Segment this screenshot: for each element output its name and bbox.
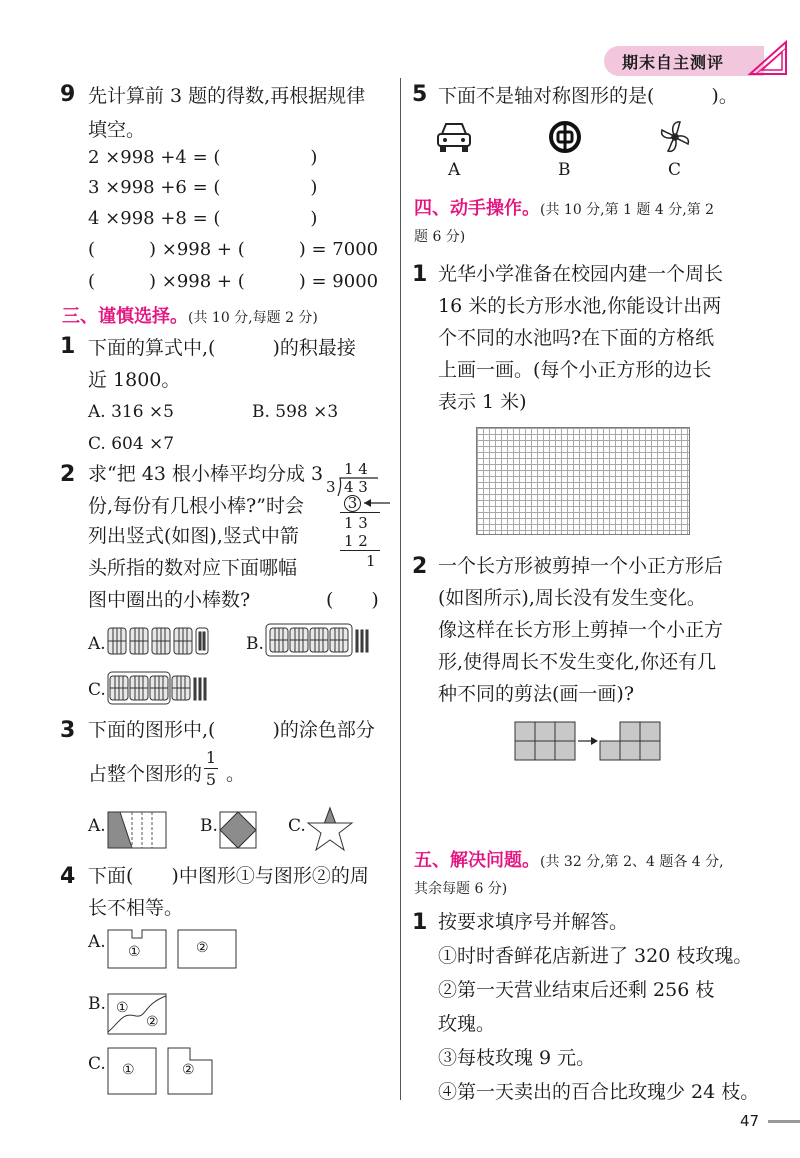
c5-label-c: C xyxy=(668,160,682,180)
h1-line3: 个不同的水池吗?在下面的方格纸 xyxy=(438,327,715,349)
c4-b-shape-2: ② xyxy=(146,1014,159,1030)
section-5-note-2: 其余每题 6 分) xyxy=(414,881,508,897)
section-5-heading xyxy=(414,846,724,872)
c5-number: 5 xyxy=(412,82,428,107)
section-4-note-1: (共 10 分,第 1 题 4 分,第 2 xyxy=(540,202,715,218)
division-line-2 xyxy=(340,550,380,551)
c1-number: 1 xyxy=(60,334,76,359)
section-5-note-1: (共 32 分,第 2、4 题各 4 分, xyxy=(540,854,724,870)
c3-line2: 占整个图形的 xyxy=(88,763,203,785)
division-line-1 xyxy=(340,512,380,513)
q9-line1: 先计算前 3 题的得数,再根据规律 xyxy=(88,85,366,107)
h2-line1: 一个长方形被剪掉一个小正方形后 xyxy=(438,555,724,577)
c4-a-shape-1: ① xyxy=(128,944,141,960)
c2-line4: 头所指的数对应下面哪幅 xyxy=(88,557,298,579)
s1-item-2: ②第一天营业结束后还剩 256 枝 xyxy=(438,979,715,1001)
q9-number: 9 xyxy=(60,82,76,107)
car-icon xyxy=(436,120,472,154)
h2-line2: (如图所示),周长没有发生变化。 xyxy=(438,587,706,609)
c1-option-c: C. 604 ×7 xyxy=(88,434,175,454)
q9-row-3: 4 ×998 +8 = ( ) xyxy=(88,208,318,229)
division-row-2: 1 3 xyxy=(344,514,368,532)
h1-number: 1 xyxy=(412,262,428,287)
c2-option-a-label: A. xyxy=(88,634,106,654)
h1-line1: 光华小学准备在校园内建一个周长 xyxy=(438,263,724,285)
s1-item-4: ④第一天卖出的百合比玫瑰少 24 枝。 xyxy=(438,1081,760,1103)
c4-b-shape-1: ① xyxy=(116,1000,129,1016)
c4-option-a-shapes xyxy=(106,928,240,970)
division-divisor: 3 xyxy=(326,478,336,496)
section-4-heading xyxy=(414,194,714,220)
q9-row-5: ( ) ×998 + ( ) = 9000 xyxy=(88,271,379,292)
c4-c-shape-1: ① xyxy=(122,1062,135,1078)
c5-line1: 下面不是轴对称图形的是( )。 xyxy=(438,85,738,107)
arrow-left-icon xyxy=(362,496,392,510)
c2-option-c-sticks xyxy=(106,670,216,708)
column-divider xyxy=(400,78,401,1100)
c4-option-b-label: B. xyxy=(88,994,106,1014)
h2-line3: 像这样在长方形上剪掉一个小正方 xyxy=(438,619,724,641)
c3-line1: 下面的图形中,( )的涂色部分 xyxy=(88,719,375,741)
s1-item-3: ③每枝玫瑰 9 元。 xyxy=(438,1047,596,1069)
c1-line2: 近 1800。 xyxy=(88,369,181,391)
page-number-rule xyxy=(768,1120,800,1123)
c3-line2-end: 。 xyxy=(226,763,246,785)
c2-number: 2 xyxy=(60,462,76,487)
division-quotient: 1 4 xyxy=(344,460,368,478)
fraction xyxy=(204,748,218,789)
bank-logo-icon xyxy=(548,120,582,154)
c4-line2: 长不相等。 xyxy=(88,897,184,919)
division-row-3: 1 2 xyxy=(344,532,368,550)
section-3-heading xyxy=(62,302,318,328)
c3-number: 3 xyxy=(60,718,76,743)
c2-option-b-sticks xyxy=(264,622,374,660)
section-5-title: 五、解决问题。 xyxy=(414,850,540,871)
graph-paper-grid[interactable] xyxy=(476,427,690,535)
h2-number: 2 xyxy=(412,554,428,579)
c2-line5: 图中圈出的小棒数? xyxy=(88,589,251,611)
section-4-title: 四、动手操作。 xyxy=(414,198,540,219)
fraction-numerator: 1 xyxy=(205,748,217,767)
c2-line3: 列出竖式(如图),竖式中箭 xyxy=(88,525,299,547)
ruler-triangle-icon xyxy=(748,40,788,76)
division-remainder: 1 xyxy=(366,552,376,570)
c5-label-b: B xyxy=(558,160,571,180)
c3-option-a-rectangle xyxy=(106,810,168,850)
c4-option-a-label: A. xyxy=(88,932,106,952)
section-3-title: 三、谨慎选择。 xyxy=(62,306,188,327)
c2-line2: 份,每份有几根小棒?”时会 xyxy=(88,495,304,517)
c2-line1: 求“把 43 根小棒平均分成 3 xyxy=(88,463,324,485)
c2-option-a-sticks xyxy=(106,624,216,658)
c2-option-c-label: C. xyxy=(88,680,106,700)
c1-option-b: B. 598 ×3 xyxy=(252,402,339,422)
q9-line2: 填空。 xyxy=(88,119,146,141)
s1-item-2-cont: 玫瑰。 xyxy=(438,1013,496,1035)
s1-number: 1 xyxy=(412,910,428,935)
c5-label-a: A xyxy=(448,160,461,180)
c3-option-c-star xyxy=(306,806,354,852)
pinwheel-flower-icon xyxy=(656,118,694,156)
c1-line1: 下面的算式中,( )的积最接 xyxy=(88,337,356,359)
q9-row-2: 3 ×998 +6 = ( ) xyxy=(88,177,318,198)
section-3-note: (共 10 分,每题 2 分) xyxy=(188,310,318,326)
c4-number: 4 xyxy=(60,864,76,889)
c3-option-b-square xyxy=(218,810,258,850)
header-title: 期末自主测评 xyxy=(622,53,725,72)
q9-row-1: 2 ×998 +4 = ( ) xyxy=(88,147,318,168)
h1-line4: 上画一画。(每个小正方形的边长 xyxy=(438,359,712,381)
division-circled-3: 3 xyxy=(344,495,361,512)
h1-line5: 表示 1 米) xyxy=(438,391,527,413)
c3-option-b-label: B. xyxy=(200,816,218,836)
c3-option-c-label: C. xyxy=(288,816,306,836)
cut-rectangle-diagram xyxy=(514,720,664,764)
c4-option-c-label: C. xyxy=(88,1054,106,1074)
c2-answer-paren: ( ) xyxy=(326,589,379,611)
division-dividend: 4 3 xyxy=(344,478,368,496)
page-number: 47 xyxy=(740,1112,760,1130)
c4-c-shape-2: ② xyxy=(182,1062,195,1078)
c3-option-a-label: A. xyxy=(88,816,106,836)
s1-line1: 按要求填序号并解答。 xyxy=(438,911,629,933)
division-bracket xyxy=(334,476,384,498)
section-4-note-2: 题 6 分) xyxy=(414,229,466,245)
h2-line5: 种不同的剪法(画一画)? xyxy=(438,683,635,705)
h2-line4: 形,使得周长不发生变化,你还有几 xyxy=(438,651,717,673)
fraction-bar xyxy=(204,768,218,769)
c4-a-shape-2: ② xyxy=(196,940,209,956)
h1-line2: 16 米的长方形水池,你能设计出两 xyxy=(438,295,722,317)
c4-line1: 下面( )中图形①与图形②的周 xyxy=(88,865,369,887)
c1-option-a: A. 316 ×5 xyxy=(88,402,174,422)
fraction-denominator: 5 xyxy=(205,770,217,789)
s1-item-1: ①时时香鲜花店新进了 320 枝玫瑰。 xyxy=(438,945,753,967)
c2-option-b-label: B. xyxy=(246,634,264,654)
q9-row-4: ( ) ×998 + ( ) = 7000 xyxy=(88,239,379,260)
